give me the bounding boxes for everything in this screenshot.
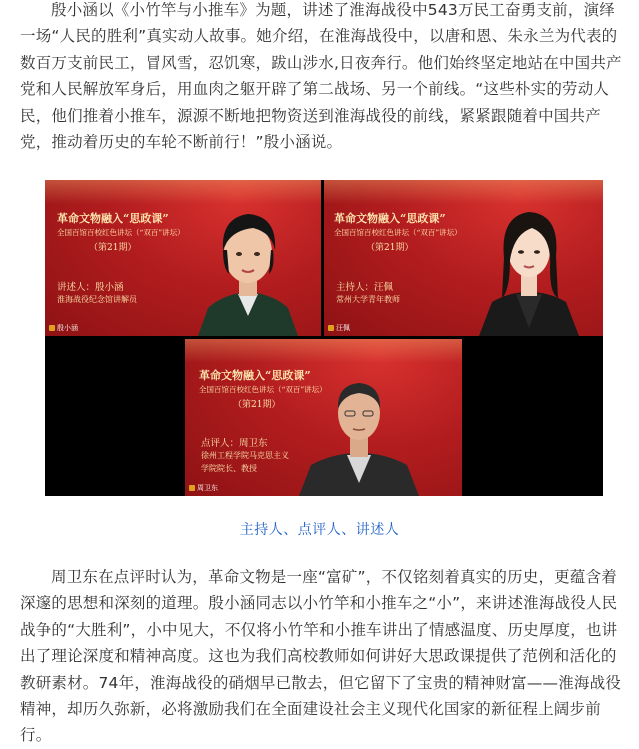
- article-paragraph-2: 周卫东在点评时认为，革命文物是一座“富矿”，不仅铭刻着真实的历史，更蕴含着深邃的思想和深刻的道理。殷小涵同志以小竹竿和小推车之“小”，来讲述淮海战役人民战争的“大胜利”，小中见大，不仅将小竹竿和小推车讲出了情感温度、历史厚度，也讲出了理论深度和精神高度。这也为我们高校教师如何讲好大思政课提供了范例和活化的教研素材。74年，淮海战役的硝烟早已散去，但它留下了宝贵的精神财富——淮海战役精神，却历久弥新，必将激励我们在全面建设社会主义现代化国家的新征程上阔步前行。: [20, 568, 622, 745]
- article-paragraph-1: 殷小涵以《小竹竿与小推车》为题，讲述了淮海战役中543万民工奋勇支前，演绎一场“人民的胜利”真实动人故事。她介绍，在淮海战役中，以唐和恩、朱永兰为代表的数百万支前民工，冒风雪，忍饥寒，跋山涉水,日夜奔行。他们始终坚定地站在中国共产党和人民解放军身后，用血肉之躯开辟了第二战场、另一个前线。“这些朴实的劳动人民，他们推着小推车，源源不断地把物资送到淮海战役的前线，紧紧跟随着中国共产党，推动着历史的车轮不断前行！”殷小涵说。: [20, 1, 622, 152]
- panel-role-line-2: 学院院长、教授: [201, 464, 257, 473]
- participant-icon: [189, 485, 195, 491]
- speaker-portrait-female-uniform: [193, 198, 303, 336]
- panel-subtitle: 全国百馆百校红色讲坛（“双百”讲坛）: [334, 228, 462, 237]
- panel-episode: （第21期）: [366, 243, 414, 253]
- panel-episode: （第21期）: [89, 243, 137, 253]
- panel-role-line: 常州大学青年教师: [336, 295, 400, 304]
- commentator-portrait-male: [297, 373, 421, 496]
- video-panel-narrator: [45, 180, 321, 336]
- panel-subtitle: 全国百馆百校红色讲坛（“双百”讲坛）: [57, 228, 185, 237]
- participant-icon: [328, 325, 334, 331]
- panel-title: 革命文物融入“思政课”: [334, 212, 446, 225]
- host-portrait-female: [474, 198, 584, 336]
- panel-title: 革命文物融入“思政课”: [199, 369, 311, 382]
- panel-role-line: 徐州工程学院马克思主义: [201, 451, 289, 460]
- video-panel-host: [324, 180, 603, 336]
- panel-name-line: 主持人：汪佩: [336, 282, 394, 293]
- panel-role-line: 淮海战役纪念馆讲解员: [57, 295, 137, 304]
- participant-tag: 殷小涵: [49, 323, 78, 333]
- participant-icon: [49, 325, 55, 331]
- video-conference-screenshot: [45, 180, 603, 496]
- panel-name-line: 点评人：周卫东: [201, 438, 268, 449]
- participant-tag: 汪佩: [328, 323, 350, 333]
- video-panel-commentator: [185, 339, 462, 496]
- panel-episode: （第21期）: [233, 400, 281, 410]
- panel-name-line: 讲述人：殷小涵: [57, 282, 124, 293]
- panel-subtitle: 全国百馆百校红色讲坛（“双百”讲坛）: [199, 385, 327, 394]
- participant-tag: 周卫东: [189, 483, 218, 493]
- figure-caption: 主持人、点评人、讲述人: [239, 522, 400, 538]
- panel-title: 革命文物融入“思政课”: [57, 212, 169, 225]
